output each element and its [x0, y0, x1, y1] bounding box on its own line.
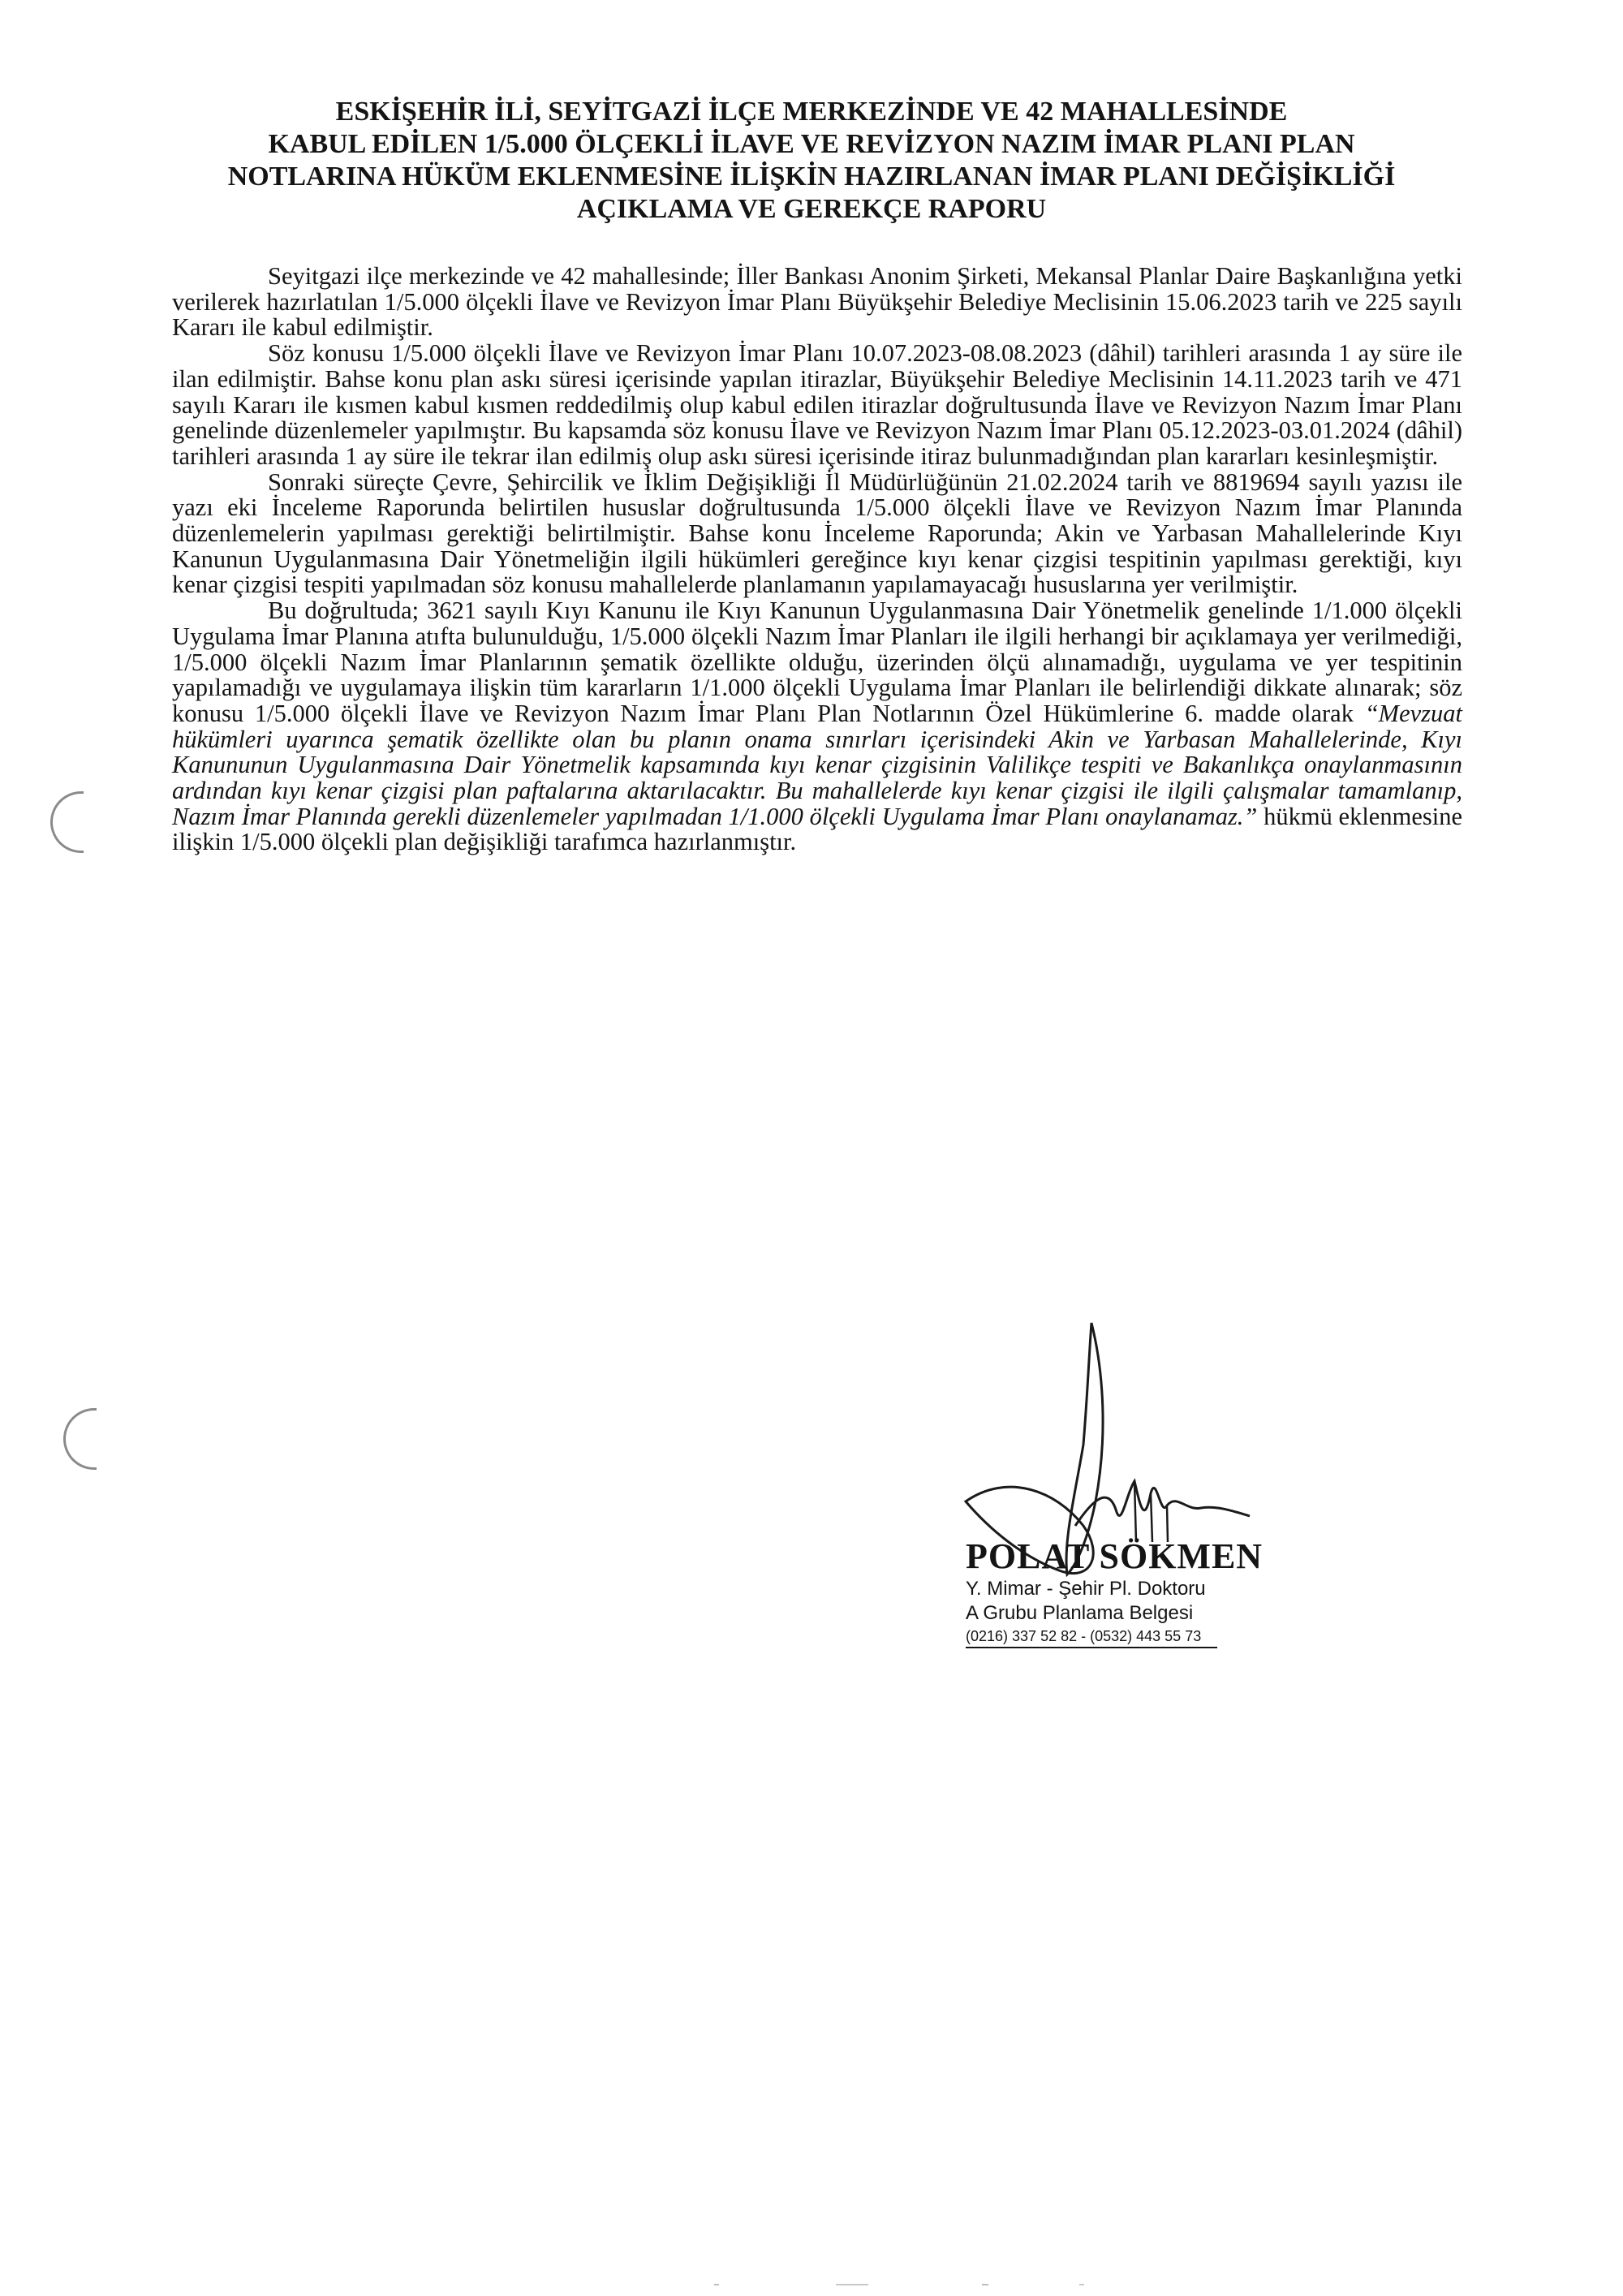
- paragraph-1: Seyitgazi ilçe merkezinde ve 42 mahallesinde; İller Bankası Anonim Şirketi, Mekansal Planlar Daire Başkanlığına yetki verilerek hazırlatılan 1/5.000 ölçekli İlave ve Revizyon İmar Planı Büyükşehir Belediye Meclisinin 15.06.2023 tarih ve 225 sayılı Kararı ile kabul edilmiştir.: [172, 262, 1462, 342]
- paragraph-4-tail: hükmü eklenmesine ilişkin 1/5.000 ölçekli plan değişikliği tarafımca hazırlanmıştır.: [172, 802, 1462, 856]
- punch-hole-mark: [63, 1408, 97, 1470]
- paragraph-3: Sonraki süreçte Çevre, Şehircilik ve İklim Değişikliği İl Müdürlüğünün 21.02.2024 tarih ve 8819694 sayılı yazısı ile yazı eki İnceleme Raporunda belirtilen hususlar doğrultusunda 1/5.000 ölçekli İlave ve Revizyon Nazım İmar Planında düzenlemelerin yapılması gerektiği belirtilmiştir. Bahse konu İnceleme Raporunda; Akin ve Yarbasan Mahallelerinde Kıyı Kanunun Uygulanmasına Dair Yönetmeliğin ilgili hükümleri gereğince kıyı kenar çizgisi tespitinin yapılması gerektiği, kıyı kenar çizgisi tespiti yapılmadan söz konusu mahallelerde planlamanın yapılamayacağı hususlarına yer verilmiştir.: [172, 467, 1462, 599]
- signatory-phones: (0216) 337 52 82 - (0532) 443 55 73: [966, 1626, 1217, 1648]
- paragraph-4-lead: Bu doğrultuda; 3621 sayılı Kıyı Kanunu ile Kıyı Kanunun Uygulanmasına Dair Yönetmelik genelinde 1/1.000 ölçekli Uygulama İmar Planına atıfta bulunulduğu, 1/5.000 ölçekli Nazım İmar Planları ile ilgili herhangi bir açıklamaya yer verilmediği, 1/5.000 ölçekli Nazım İmar Planlarının şematik özellikte olduğu, üzerinden ölçü alınamadığı, uygulama ve yer tespitinin yapılamadığı ve uygulamaya ilişkin tüm kararların 1/1.000 ölçekli Uygulama İmar Planları ile belirlendiği dikkate alınarak; söz konusu 1/5.000 ölçekli İlave ve Revizyon Nazım İmar Planı Plan Notlarının Özel Hükümlerine 6. madde olarak: [172, 597, 1462, 727]
- title-line-2: KABUL EDİLEN 1/5.000 ÖLÇEKLİ İLAVE VE REVİZYON NAZIM İMAR PLANI PLAN: [268, 129, 1355, 159]
- title-line-4: AÇIKLAMA VE GEREKÇE RAPORU: [576, 194, 1047, 224]
- paragraph-2: Söz konusu 1/5.000 ölçekli İlave ve Revizyon İmar Planı 10.07.2023-08.08.2023 (dâhil) tarihleri arasında 1 ay süre ile ilan edilmiştir. Bahse konu plan askı süresi içerisinde yapılan itirazlar, Büyükşehir Belediye Meclisinin 14.11.2023 tarih ve 471 sayılı Kararı ile kısmen kabul kısmen reddedilmiş olup kabul edilen itirazlar doğrultusunda İlave ve Revizyon Nazım İmar Planı genelinde düzenlemeler yapılmıştır. Bu kapsamda söz konusu İlave ve Revizyon Nazım İmar Planı 05.12.2023-03.01.2024 (dâhil) tarihleri arasında 1 ay süre ile tekrar ilan edilmiş olup askı süresi içerisinde itiraz bulunmadığından plan kararları kesinleşmiştir.: [172, 339, 1462, 470]
- document-body: [172, 264, 1462, 855]
- plan-note-quote: “Mevzuat hükümleri uyarınca şematik özellikte olan bu planın onama sınırları içerisindeki Akin ve Yarbasan Mahallelerinde, Kıyı Kanununun Uygulanmasına Dair Yönetmelik kapsamında kıyı kenar çizgisinin Valilikçe tespiti ve Bakanlıkça onaylanmasının ardından kıyı kenar çizgisi plan paftalarına aktarılacaktır. Bu mahallelerde kıyı kenar çizgisi ile ilgili çalışmalar tamamlanıp, Nazım İmar Planında gerekli düzenlemeler yapılmadan 1/1.000 ölçekli Uygulama İmar Planı onaylanamaz.”: [172, 699, 1462, 830]
- scan-noise: [714, 2282, 1136, 2287]
- signatory-license: A Grubu Planlama Belgesi: [966, 1602, 1194, 1624]
- signatory-name: POLAT SÖKMEN: [966, 1536, 1264, 1576]
- title-line-1: ESKİŞEHİR İLİ, SEYİTGAZİ İLÇE MERKEZİNDE VE 42 MAHALLESİNDE: [335, 97, 1288, 127]
- paragraph-4: [172, 598, 1462, 855]
- document-title: [130, 96, 1493, 226]
- title-line-3: NOTLARINA HÜKÜM EKLENMESİNE İLİŞKİN HAZIRLANAN İMAR PLANI DEĞİŞİKLİĞİ: [227, 162, 1396, 192]
- signature-stamp: [966, 1536, 1290, 1648]
- signatory-title: Y. Mimar - Şehir Pl. Doktoru: [966, 1578, 1206, 1600]
- punch-hole-mark: [50, 791, 84, 853]
